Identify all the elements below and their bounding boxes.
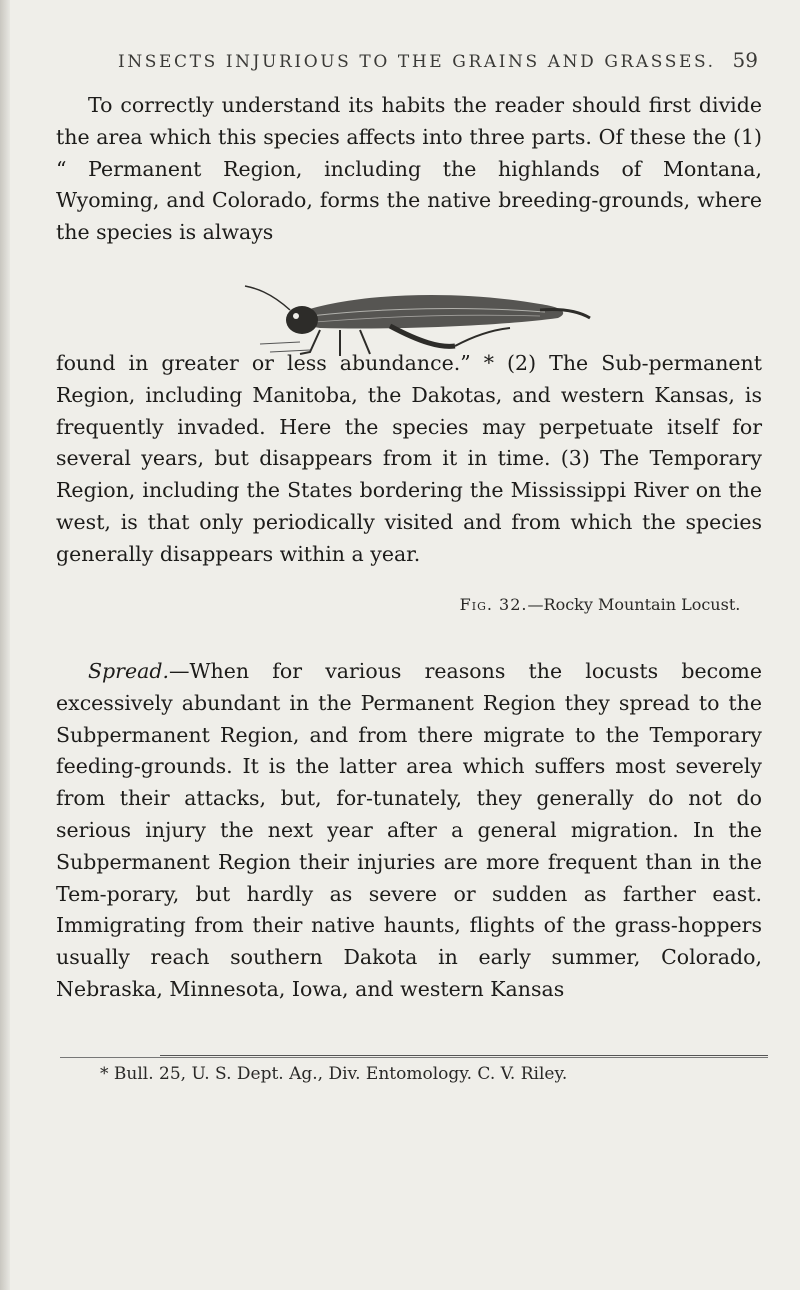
figure-caption xyxy=(200,595,800,614)
page-number: 59 xyxy=(732,48,758,72)
figure-caption-text: —Rocky Mountain Locust. xyxy=(527,595,741,614)
paragraph-3 xyxy=(56,656,762,1006)
section-label-spread: Spread. xyxy=(88,659,169,683)
footnote-rule-secondary xyxy=(60,1057,768,1058)
figure-label: Fig. 32. xyxy=(459,595,528,614)
running-title: INSECTS INJURIOUS TO THE GRAINS AND GRASSES. xyxy=(118,52,716,72)
running-header xyxy=(118,48,758,72)
footnote-rule xyxy=(160,1055,768,1056)
paragraph-2: found in greater or less abundance.” * (2) The Sub-permanent Region, including Manitoba, the Dakotas, and western Kansas, is frequently invaded. Here the species may perpetuate itself for several years, but disappears from it in time. (3) The Temporary Region, including the States bordering the Mississippi River on the west, is that only periodically visited and from which the species generally disappears within a year. xyxy=(56,351,762,566)
paragraph-3-text: —When for various reasons the locusts become excessively abundant in the Permanent Region they spread to the Subpermanent Region, and from there migrate to the Temporary feeding-grounds. It is the latter area which suffers most severely from their attacks, but, for-tunately, they generally do not do serious injury the next year after a general migration. In the Subpermanent Region their injuries are more frequent than in the Tem-porary, but hardly as severe or sudden as farther east. Immigrating from their native haunts, flights of the grass-hoppers usually reach southern Dakota in early summer, Colorado, Nebraska, Minnesota, Iowa, and western Kansas xyxy=(56,659,762,1001)
footnote: * Bull. 25, U. S. Dept. Ag., Div. Entomology. C. V. Riley. xyxy=(100,1064,568,1084)
paragraph-1: To correctly understand its habits the reader should first divide the area which this species affects into three parts. Of these the (1) “ Permanent Region, including the highlands of Montana, Wyoming, and Colorado, forms the native breeding-grounds, where the species is always xyxy=(56,93,762,245)
